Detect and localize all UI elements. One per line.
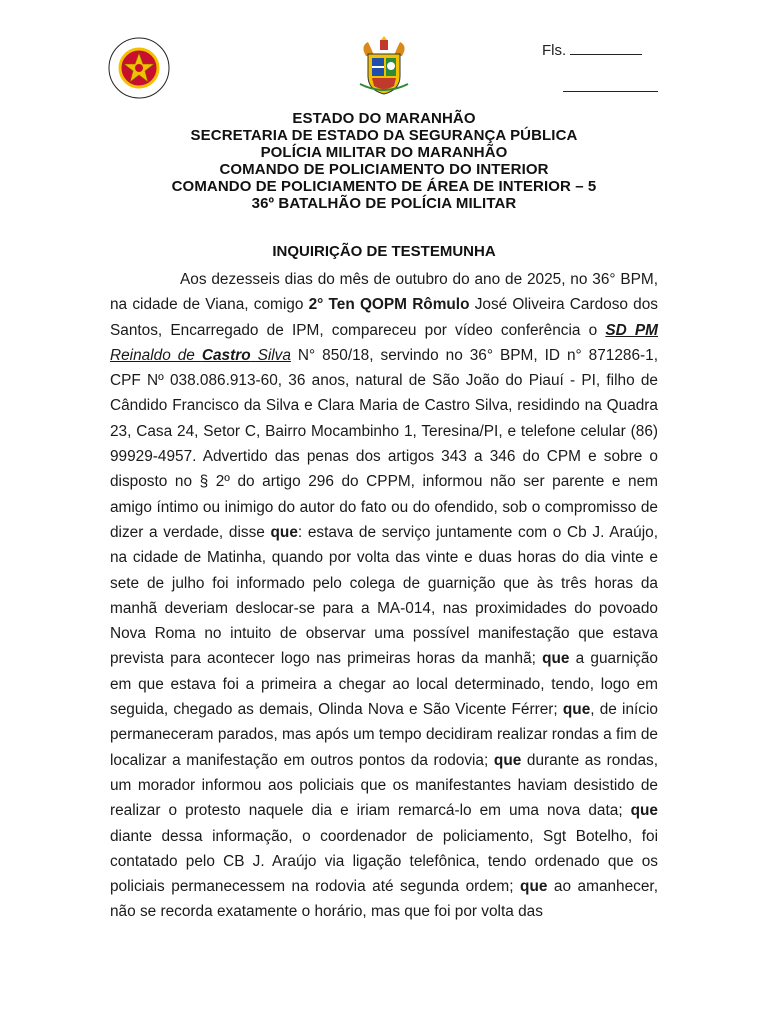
body-text-segment: ao amanhecer, não se recorda exatamente o horário, mas que foi por volta das — [110, 878, 658, 921]
folio-line — [570, 42, 642, 55]
body-text-segment: N° 850/18, servindo no 36° BPM, ID n° 871286-1, CPF Nº 038.086.913-60, 36 anos, natural de São João do Piauí - PI, filho de Cândido Francisco da Silva e Clara Maria de Castro Silva, residindo na Quadra 23, Casa 24, Setor C, Bairro Mocambinho 1, Teresina/PI, e telefone celular (86) 99929-4957. Advertido das penas dos artigos 343 a 346 do CPM e sobre o disposto no § 2º do artigo 296 do CPPM, informou não ser parente e nem amigo íntimo ou inimigo do autor do fato ou do ofendido, sob o compromisso de dizer a verdade, disse — [110, 346, 658, 541]
witness-name-part: Reinaldo de — [110, 346, 202, 364]
letterhead-line: 36º BATALHÃO DE POLÍCIA MILITAR — [251, 195, 517, 212]
folio-second-line — [563, 91, 658, 92]
body-text-segment: a guarnição em que estava foi a primeira a chegar ao local determinado, tendo, logo em seguida, chegado as demais, Olinda Nova e São Vicente Férrer; — [110, 650, 658, 719]
letterhead-line: ESTADO DO MARANHÃO — [292, 110, 476, 127]
letterhead-line: SECRETARIA DE ESTADO DA SEGURANÇA PÚBLICA — [190, 127, 578, 144]
letterhead-line: POLÍCIA MILITAR DO MARANHÃO — [260, 144, 508, 161]
witness-name-part: Castro — [201, 346, 251, 364]
folio-label: Fls. — [542, 42, 567, 59]
letterhead-line: COMANDO DE POLICIAMENTO DO INTERIOR — [219, 161, 549, 178]
body-text-segment: durante as rondas, um morador informou aos policiais que os manifestantes haviam desistido de realizar o protesto naquele dia e iriam remarcá-lo em uma nova data; — [110, 751, 659, 820]
document-title: INQUIRIÇÃO DE TESTEMUNHA — [272, 243, 496, 260]
officer-rank: 2° Ten QOPM Rômulo — [308, 296, 470, 314]
body-text-segment: Aos dezesseis dias do mês de outubro do ano de 2025, no 36° BPM, na cidade de Viana, comigo — [110, 271, 658, 314]
witness-rank: SD PM — [605, 321, 658, 339]
que-keyword: que — [542, 650, 570, 668]
folio-field — [542, 42, 642, 59]
witness-name-part: Silva — [250, 346, 291, 364]
state-coat-of-arms-icon — [356, 36, 412, 98]
que-keyword: que — [270, 523, 298, 541]
policia-militar-seal-icon — [108, 37, 170, 99]
que-keyword: que — [520, 878, 548, 896]
witness-name — [110, 347, 291, 364]
body-text-segment: : estava de serviço juntamente com o Cb J. Araújo, na cidade de Matinha, quando por volta das vinte e duas horas do dia vinte e sete de julho foi informado pelo colega de guarnição que às três horas da manhã deveriam deslocar-se para a MA-014, nas proximidades do povoado Nova Roma no intuito de observar uma possível manifestação que estava prevista para acontecer logo nas primeiras horas da manhã; — [110, 523, 658, 668]
letterhead-line: COMANDO DE POLICIAMENTO DE ÁREA DE INTERIOR – 5 — [171, 178, 597, 195]
que-keyword: que — [493, 751, 522, 769]
que-keyword: que — [562, 701, 591, 719]
letterhead — [0, 110, 768, 212]
body-text-segment: , de início permaneceram parados, mas após um tempo decidiram realizar rondas a fim de localizar a manifestação em outros pontos da rodovia; — [110, 701, 658, 769]
que-keyword: que — [630, 802, 658, 820]
testimony-paragraph — [110, 267, 658, 925]
body-text-segment: diante dessa informação, o coordenador de policiamento, Sgt Botelho, foi contatado pelo CB J. Araújo via ligação telefônica, tendo ordenado que os policiais permanecessem na rodovia até segunda ordem; — [110, 827, 658, 896]
body-text-segment: José Oliveira Cardoso dos Santos, Encarregado de IPM, compareceu por vídeo conferência o — [110, 296, 658, 339]
